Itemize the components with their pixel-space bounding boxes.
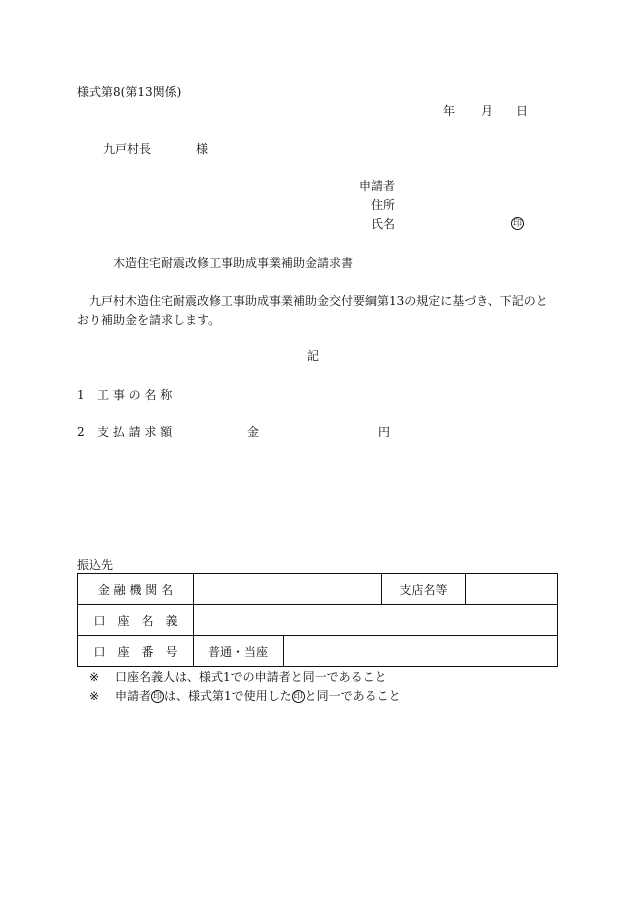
request-body: 九戸村木造住宅耐震改修工事助成事業補助金交付要綱第13の規定に基づき、下記のとおり補助金を請求します。 [77, 294, 548, 327]
item-2-yen: 円 [378, 425, 391, 439]
transfer-heading: 振込先 [77, 558, 114, 572]
date-day: 日 [516, 104, 529, 118]
bank-name-label: 金 融 機 関 名 [78, 574, 194, 605]
account-name-field[interactable] [194, 605, 558, 636]
seal-mark [511, 217, 524, 230]
note-2-pre: 申請者 [115, 689, 152, 703]
note-1-mark: ※ [89, 670, 100, 684]
item-2-number: 2 [77, 425, 85, 439]
bank-name-field[interactable] [194, 574, 382, 605]
account-name-label: 口 座 名 義 [78, 605, 194, 636]
addressee-name: 九戸村長 [103, 142, 152, 156]
branch-label: 支店名等 [382, 574, 466, 605]
item-2-label: 支 払 請 求 額 [97, 425, 173, 439]
note-2-mid: は、様式第1で使用した [164, 689, 292, 703]
seal-icon: 印 [512, 219, 522, 229]
document-title: 木造住宅耐震改修工事助成事業補助金請求書 [113, 256, 354, 270]
date-year: 年 [443, 104, 456, 118]
branch-field[interactable] [466, 574, 558, 605]
date-month: 月 [481, 104, 494, 118]
item-1-number: 1 [77, 388, 85, 402]
item-2-kin: 金 [247, 425, 260, 439]
account-type: 普通・当座 [194, 636, 284, 667]
account-number-field[interactable] [284, 636, 558, 667]
account-number-label: 口 座 番 号 [78, 636, 194, 667]
bank-account-table [77, 573, 558, 667]
ki-heading: 記 [307, 349, 320, 363]
note-2-text [115, 690, 401, 703]
seal-icon: 印 [293, 692, 303, 702]
form-number: 様式第8(第13関係) [77, 85, 182, 99]
addressee-honorific: 様 [196, 142, 209, 156]
note-2-post: と同一であること [304, 689, 401, 703]
table-row [78, 605, 558, 636]
table-row [78, 636, 558, 667]
name-label: 氏名 [371, 217, 396, 231]
applicant-heading: 申請者 [359, 179, 396, 193]
note-1-text: 口座名義人は、様式1での申請者と同一であること [115, 670, 387, 684]
seal-icon: 印 [153, 692, 163, 702]
table-row [78, 574, 558, 605]
address-label: 住所 [371, 198, 396, 212]
item-1-label: 工 事 の 名 称 [97, 388, 173, 402]
note-2-mark: ※ [89, 689, 100, 703]
